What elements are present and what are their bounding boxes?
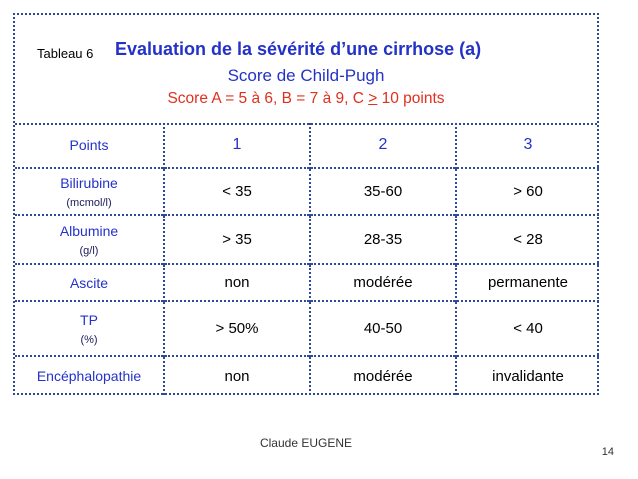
row-label: TP	[80, 311, 98, 328]
table-row-albumine	[15, 215, 599, 264]
table-row-encephalopathie	[15, 356, 599, 395]
table-cell: invalidante	[456, 356, 599, 395]
row-label-cell	[15, 301, 164, 356]
row-label: Encéphalopathie	[15, 356, 164, 395]
row-label-cell	[15, 215, 164, 264]
table-cell: > 50%	[164, 301, 310, 356]
row-unit: (g/l)	[79, 244, 99, 257]
table-cell: 1	[164, 123, 310, 168]
table-cell: 2	[310, 123, 456, 168]
table-cell: modérée	[310, 264, 456, 301]
table-cell: non	[164, 264, 310, 301]
table-row-ascite	[15, 264, 599, 301]
table-row-tp	[15, 301, 599, 356]
score-suffix: 10 points	[377, 90, 445, 107]
table-cell: 35-60	[310, 168, 456, 215]
row-label: Albumine	[59, 222, 119, 239]
row-label: Points	[69, 137, 109, 153]
table-row-bilirubine	[15, 168, 599, 215]
table-cell: 28-35	[310, 215, 456, 264]
page-subtitle: Score de Child-Pugh	[227, 66, 385, 85]
table-header	[15, 15, 597, 125]
table-cell: 3	[456, 123, 599, 168]
page-title: Evaluation de la sévérité d’une cirrhose (a)	[115, 39, 482, 59]
table-cell: permanente	[456, 264, 599, 301]
score-symbol: >	[368, 90, 378, 107]
score-legend	[15, 90, 597, 108]
row-unit: (%)	[80, 333, 98, 346]
table-row-points	[15, 123, 599, 168]
table-cell: modérée	[310, 356, 456, 395]
child-pugh-table	[15, 123, 599, 395]
row-label: Ascite	[15, 264, 164, 301]
table-cell: < 28	[456, 215, 599, 264]
table-cell: < 40	[456, 301, 599, 356]
row-unit: (mcmol/l)	[66, 196, 112, 209]
author-footer: Claude EUGENE	[259, 436, 353, 450]
row-label: Bilirubine	[60, 174, 118, 191]
table-cell: non	[164, 356, 310, 395]
score-prefix: Score A = 5 à 6, B = 7 à 9, C	[167, 90, 369, 107]
table-cell: 40-50	[310, 301, 456, 356]
table-cell: < 35	[164, 168, 310, 215]
table-cell: > 60	[456, 168, 599, 215]
tableau-label: Tableau 6	[37, 46, 94, 61]
row-label-cell	[15, 168, 164, 215]
page-number: 14	[601, 446, 614, 458]
table-cell: > 35	[164, 215, 310, 264]
table-frame	[13, 13, 599, 395]
